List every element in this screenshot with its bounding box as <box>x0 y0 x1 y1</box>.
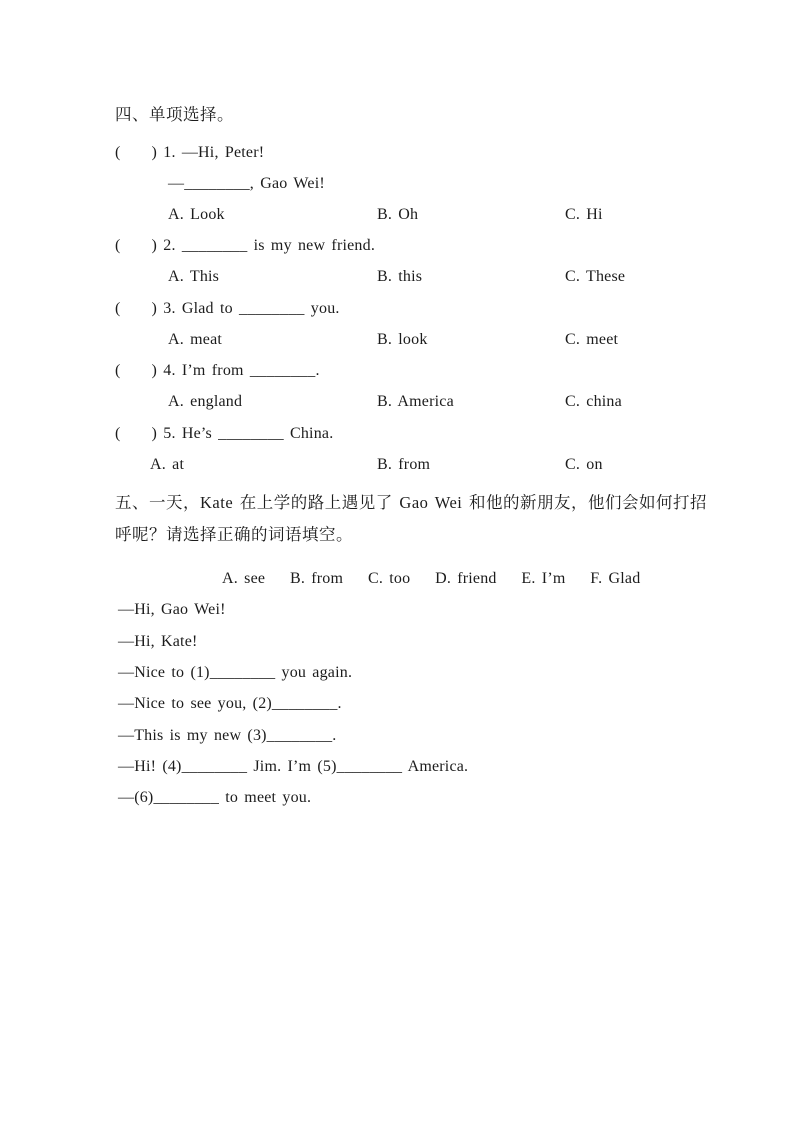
question3-option-c: C. meet <box>565 331 619 348</box>
section5-title-line1: 五、一天，Kate 在上学的路上遇见了 Gao Wei 和他的新朋友，他们会如何打招 <box>115 493 707 512</box>
question1-stem-line2: —________, Gao Wei! <box>168 175 325 192</box>
question2-option-c: C. These <box>565 268 626 285</box>
question1-option-b: B. Oh <box>377 206 419 223</box>
question4-option-a: A. england <box>168 393 243 410</box>
dialogue-line: —Hi, Gao Wei! <box>118 601 226 618</box>
question2-option-a: A. This <box>168 268 220 285</box>
question1-stem: ( ) 1. —Hi, Peter! <box>115 144 265 161</box>
dialogue-line: —Hi! (4)________ Jim. I’m (5)________ America. <box>118 758 469 775</box>
dialogue-line: —Hi, Kate! <box>118 633 198 650</box>
section4-title: 四、单项选择。 <box>115 105 234 124</box>
question4-option-b: B. America <box>377 393 454 410</box>
dialogue-line: —Nice to (1)________ you again. <box>118 664 353 681</box>
question5-stem: ( ) 5. He’s ________ China. <box>115 425 334 442</box>
dialogue-line: —(6)________ to meet you. <box>118 789 312 806</box>
question2-stem: ( ) 2. ________ is my new friend. <box>115 237 376 254</box>
question5-option-a: A. at <box>150 456 185 473</box>
dialogue-line: —Nice to see you, (2)________. <box>118 695 342 712</box>
question3-option-a: A. meat <box>168 331 223 348</box>
section5-title-line2: 呼呢？请选择正确的词语填空。 <box>115 525 353 544</box>
question1-option-a: A. Look <box>168 206 225 223</box>
question5-option-c: C. on <box>565 456 603 473</box>
question2-option-b: B. this <box>377 268 423 285</box>
question4-stem: ( ) 4. I’m from ________. <box>115 362 320 379</box>
question5-option-b: B. from <box>377 456 431 473</box>
question3-stem: ( ) 3. Glad to ________ you. <box>115 300 340 317</box>
question4-option-c: C. china <box>565 393 622 410</box>
question1-option-c: C. Hi <box>565 206 603 223</box>
dialogue-line: —This is my new (3)________. <box>118 727 337 744</box>
word-bank: A. see B. from C. too D. friend E. I’m F. Glad <box>222 570 641 587</box>
question3-option-b: B. look <box>377 331 428 348</box>
